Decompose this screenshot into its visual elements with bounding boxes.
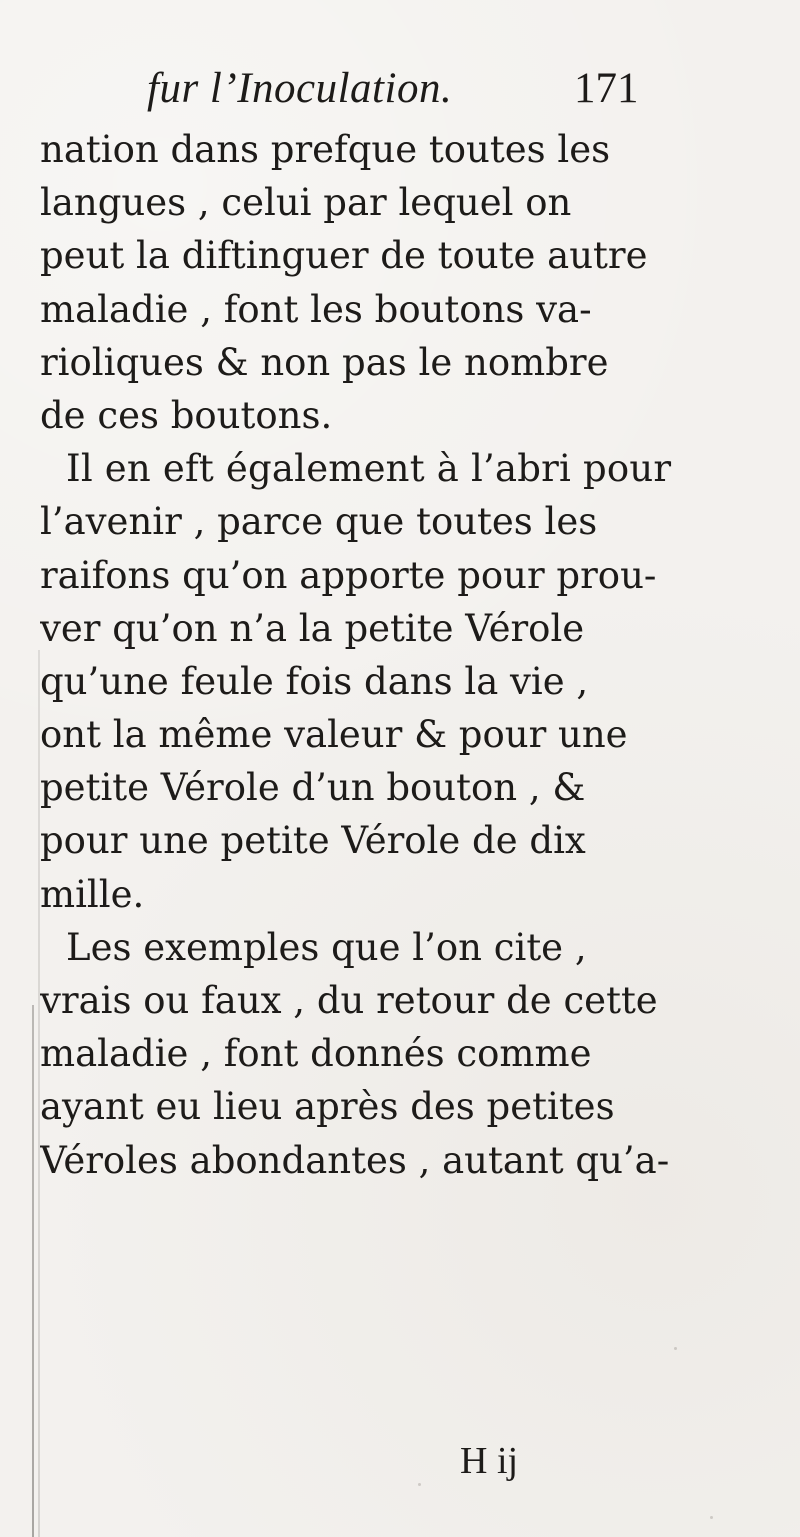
text-line-19: ayant eu lieu après des petites [40, 1085, 615, 1129]
binding-edge-line [32, 1005, 34, 1537]
body-text [40, 123, 800, 1187]
text-line-18: maladie , font donnés comme [40, 1032, 592, 1076]
running-head: fur l’Inoculation. [147, 65, 453, 112]
text-line-9: raifons qu’on apporte pour prou- [40, 553, 657, 597]
text-line-12: ont la même valeur & pour une [40, 713, 628, 757]
page-header [0, 64, 800, 114]
text-line-14: pour une petite Vérole de dix [40, 819, 586, 863]
text-line-20: Véroles abondantes , autant qu’a- [40, 1138, 670, 1182]
text-line-16: Les exemples que l’on cite , [66, 925, 587, 969]
paper-speck [418, 1483, 421, 1486]
text-line-7: Il en eft également à l’abri pour [66, 447, 672, 491]
paper-speck [338, 303, 341, 306]
text-line-5: rioliques & non pas le nombre [40, 340, 609, 384]
signature-mark: H ij [460, 1440, 519, 1482]
text-line-15: mille. [40, 872, 145, 916]
text-line-8: l’avenir , parce que toutes les [40, 500, 598, 544]
paper-speck [674, 1347, 677, 1350]
text-line-4: maladie , font les boutons va- [40, 287, 592, 331]
text-line-6: de ces boutons. [40, 393, 333, 437]
page-number: 171 [574, 65, 639, 112]
text-line-10: ver qu’on n’a la petite Vérole [40, 606, 585, 650]
text-line-11: qu’une feule fois dans la vie , [40, 659, 589, 703]
paper-speck [710, 1516, 713, 1519]
text-line-1: nation dans prefque toutes les [40, 128, 611, 171]
text-line-17: vrais ou faux , du retour de cette [40, 979, 658, 1022]
text-line-3: peut la diftinguer de toute autre [40, 234, 648, 278]
text-line-13: petite Vérole d’un bouton , & [40, 766, 586, 810]
text-line-2: langues , celui par lequel on [40, 181, 572, 225]
binding-shadow-line [38, 650, 40, 1537]
